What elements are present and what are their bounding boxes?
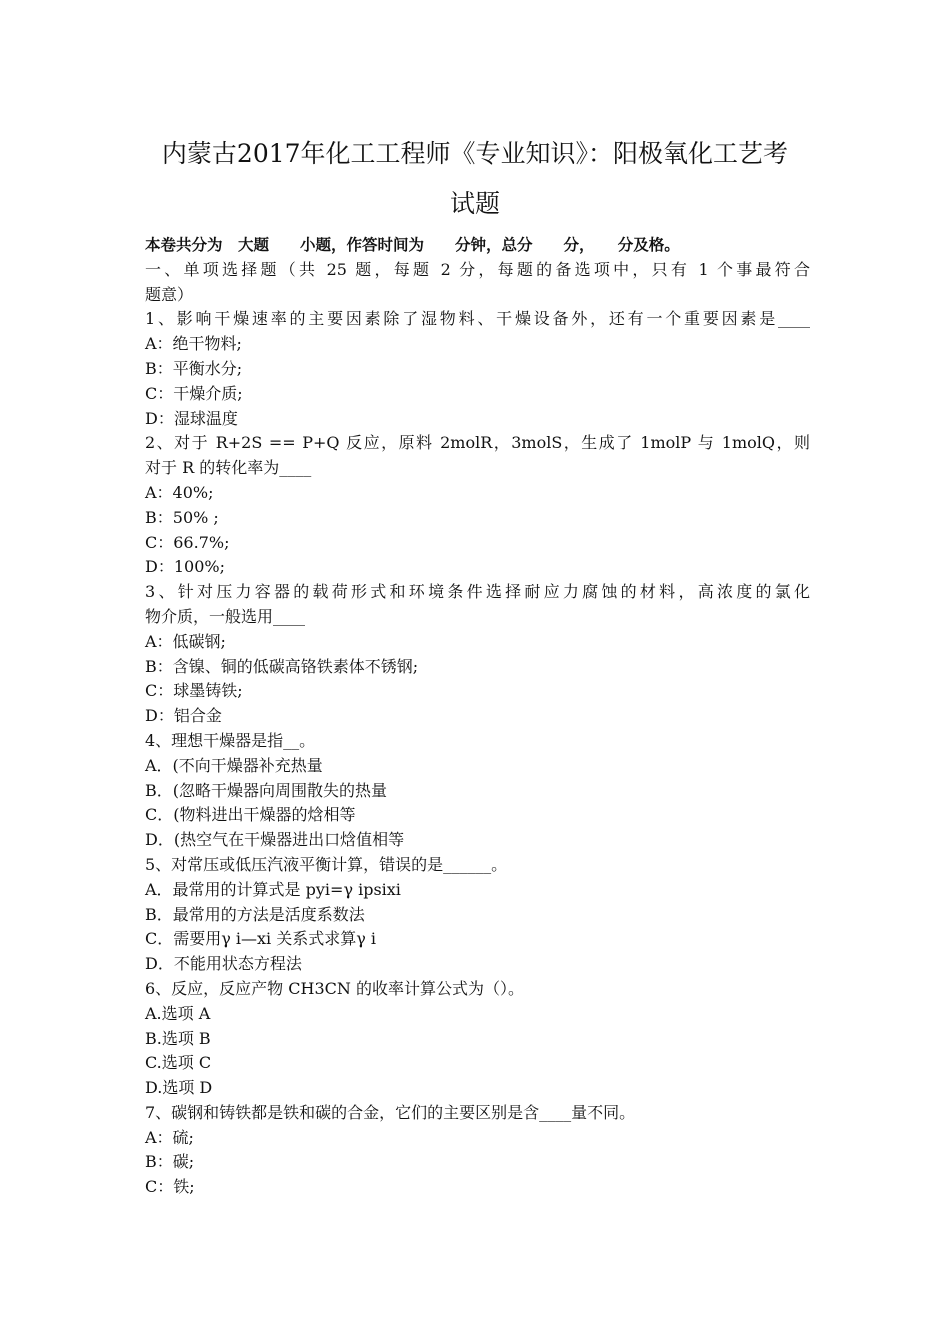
option-line: B：碳;	[145, 1152, 195, 1172]
document-title-line-2: 试题	[449, 189, 500, 218]
option-line: A：低碳钢;	[145, 631, 226, 651]
option-line: C：干燥介质;	[145, 383, 243, 403]
option-line: D．(热空气在干燥器进出口焓值相等	[145, 830, 405, 850]
option-line: A．最常用的计算式是 pyi=γ ipsixi	[145, 879, 401, 899]
question-6: 6、反应，反应产物 CH3CN 的收率计算公式为（）。	[145, 978, 524, 998]
document-body	[145, 233, 810, 1200]
option-line: B．最常用的方法是活度系数法	[145, 904, 365, 924]
option-line: B：含镍、铜的低碳高铬铁素体不锈钢;	[145, 656, 419, 676]
option-line: C：球墨铸铁;	[145, 681, 243, 701]
option-line: B.选项 B	[145, 1028, 211, 1048]
option-line: D：湿球温度	[145, 408, 238, 428]
option-line: C：66.7%;	[145, 532, 230, 552]
option-line: A：40%;	[145, 482, 214, 502]
option-line: A：硫;	[145, 1127, 194, 1147]
question-4: 4、理想干燥器是指__。	[145, 730, 316, 750]
option-line: A．(不向干燥器补充热量	[145, 755, 323, 775]
option-line: C．(物料进出干燥器的焓相等	[145, 805, 356, 825]
question-5: 5、对常压或低压汽液平衡计算，错误的是______。	[145, 854, 508, 874]
option-line: A.选项 A	[145, 1003, 211, 1023]
option-line: D：100%;	[145, 557, 225, 577]
option-line: C：铁;	[145, 1177, 195, 1197]
document-title-line-1: 内蒙古2017年化工工程师《专业知识》：阳极氧化工艺考	[161, 139, 789, 168]
exam-summary: 本卷共分为 大题 小题，作答时间为 分钟，总分 分， 分及格。	[145, 236, 680, 254]
question-3-continued: 物介质，一般选用____	[145, 606, 306, 626]
option-line: C．需要用γ i—xi 关系式求算γ i	[145, 929, 377, 949]
option-line: B：平衡水分;	[145, 358, 243, 378]
question-2-continued: 对于 R 的转化率为____	[145, 458, 312, 478]
option-line: B．(忽略干燥器向周围散失的热量	[145, 780, 388, 800]
question-3: 3、针对压力容器的载荷形式和环境条件选择耐应力腐蚀的材料，高浓度的氯化	[145, 582, 810, 602]
option-line: D.选项 D	[145, 1078, 213, 1098]
question-7: 7、碳钢和铸铁都是铁和碳的合金，它们的主要区别是含____量不同。	[145, 1102, 636, 1122]
option-line: D．不能用状态方程法	[145, 954, 302, 974]
section-heading: 一、单项选择题（共 25 题，每题 2 分，每题的备选项中，只有 1 个事最符合	[145, 259, 810, 279]
option-line: A：绝干物料;	[145, 334, 242, 354]
option-line: D：铝合金	[145, 706, 222, 726]
question-2: 2、对于 R+2S == P+Q 反应，原料 2molR，3molS，生成了 1molP 与 1molQ，则	[145, 433, 810, 453]
option-line: B：50% ;	[145, 507, 219, 527]
option-line: C.选项 C	[145, 1053, 212, 1073]
section-heading-continued: 题意）	[145, 284, 194, 304]
question-1: 1、影响干燥速率的主要因素除了湿物料、干燥设备外，还有一个重要因素是____	[145, 309, 810, 329]
